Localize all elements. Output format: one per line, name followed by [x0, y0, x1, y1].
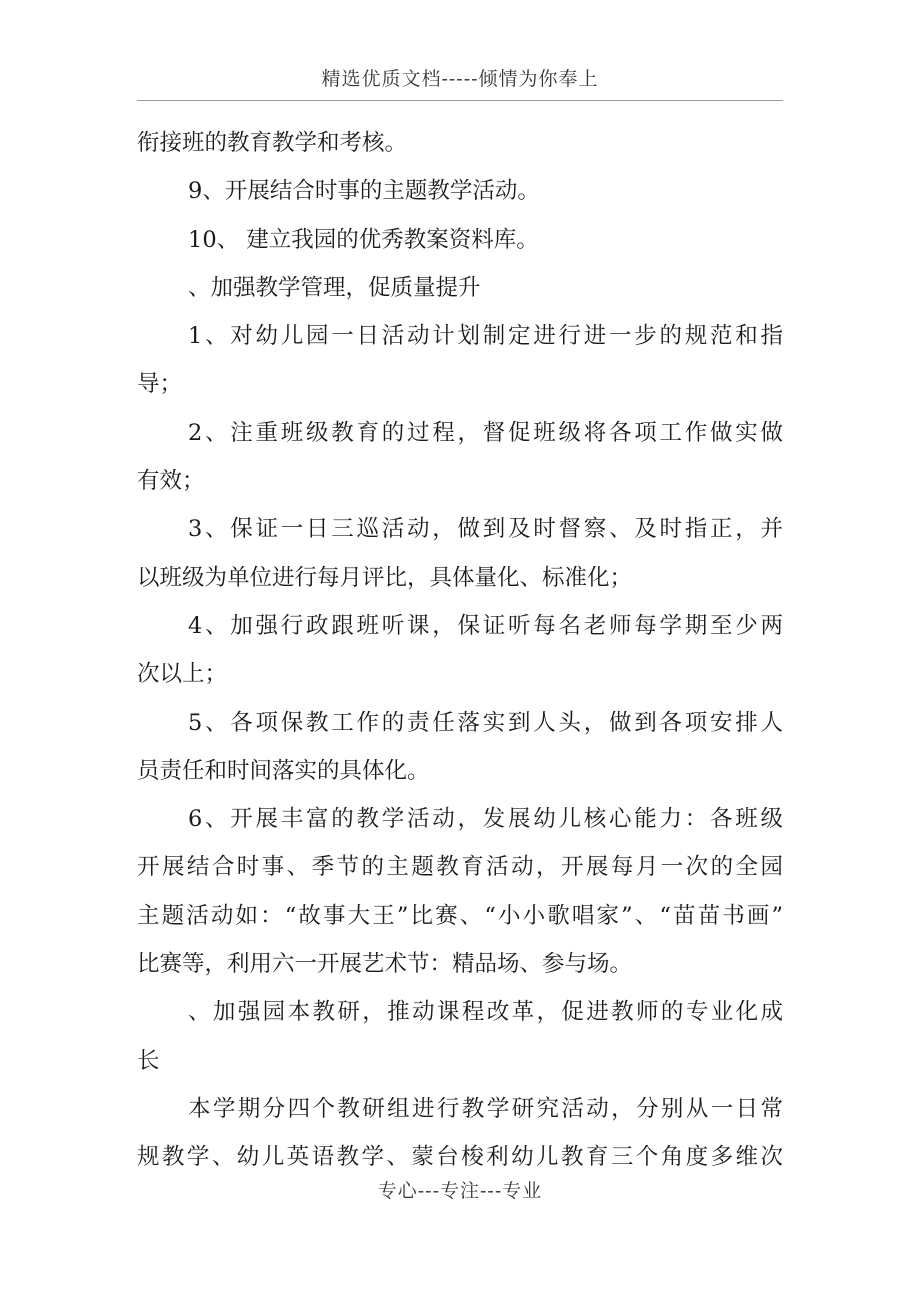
text-line: 1、对幼儿园一日活动计划制定进行进一步的规范和指: [188, 323, 783, 350]
text-line: 比赛等，利用六一开展艺术节：精品场、参与场。: [137, 951, 633, 978]
header-divider: [137, 100, 783, 101]
text-line: 9、开展结合时事的主题教学活动。: [188, 178, 540, 205]
text-line: 6、开展丰富的教学活动，发展幼儿核心能力：各班级: [188, 806, 783, 833]
page-header: 精选优质文档-----倾情为你奉上: [321, 68, 599, 90]
text-line: 5、各项保教工作的责任落实到人头，做到各项安排人: [188, 709, 783, 736]
text-line: 10、 建立我园的优秀教案资料库。: [188, 226, 539, 253]
text-line: 开展结合时事、季节的主题教育活动，开展每月一次的全园: [137, 854, 783, 881]
text-line: 3、保证一日三巡活动，做到及时督察、及时指正，并: [188, 516, 783, 543]
text-line: 有效；: [137, 468, 205, 495]
text-line: 、加强园本教研，推动课程改革，促进教师的专业化成: [188, 999, 783, 1026]
text-line: 2、注重班级教育的过程，督促班级将各项工作做实做: [188, 419, 783, 446]
text-line: 4、加强行政跟班听课，保证听每名老师每学期至少两: [188, 612, 783, 639]
text-line: 衔接班的教育教学和考核。: [137, 130, 408, 156]
text-line: 、加强教学管理，促质量提升: [188, 274, 481, 301]
text-line: 本学期分四个教研组进行教学研究活动，分别从一日常: [188, 1095, 783, 1122]
text-line: 长: [137, 1047, 160, 1074]
page-footer: 专心---专注---专业: [377, 1180, 543, 1202]
text-line: 导；: [137, 371, 183, 398]
text-line: 次以上；: [137, 661, 228, 688]
text-line: 员责任和时间落实的具体化。: [137, 757, 430, 784]
text-line: 规教学、幼儿英语教学、蒙台梭利幼儿教育三个角度多维次: [137, 1144, 783, 1171]
text-line: 以班级为单位进行每月评比，具体量化、标准化；: [137, 564, 633, 591]
document-body: [137, 119, 783, 1182]
text-line: 主题活动如：“故事大王”比赛、“小小歌唱家”、“苗苗书画”: [137, 902, 783, 929]
